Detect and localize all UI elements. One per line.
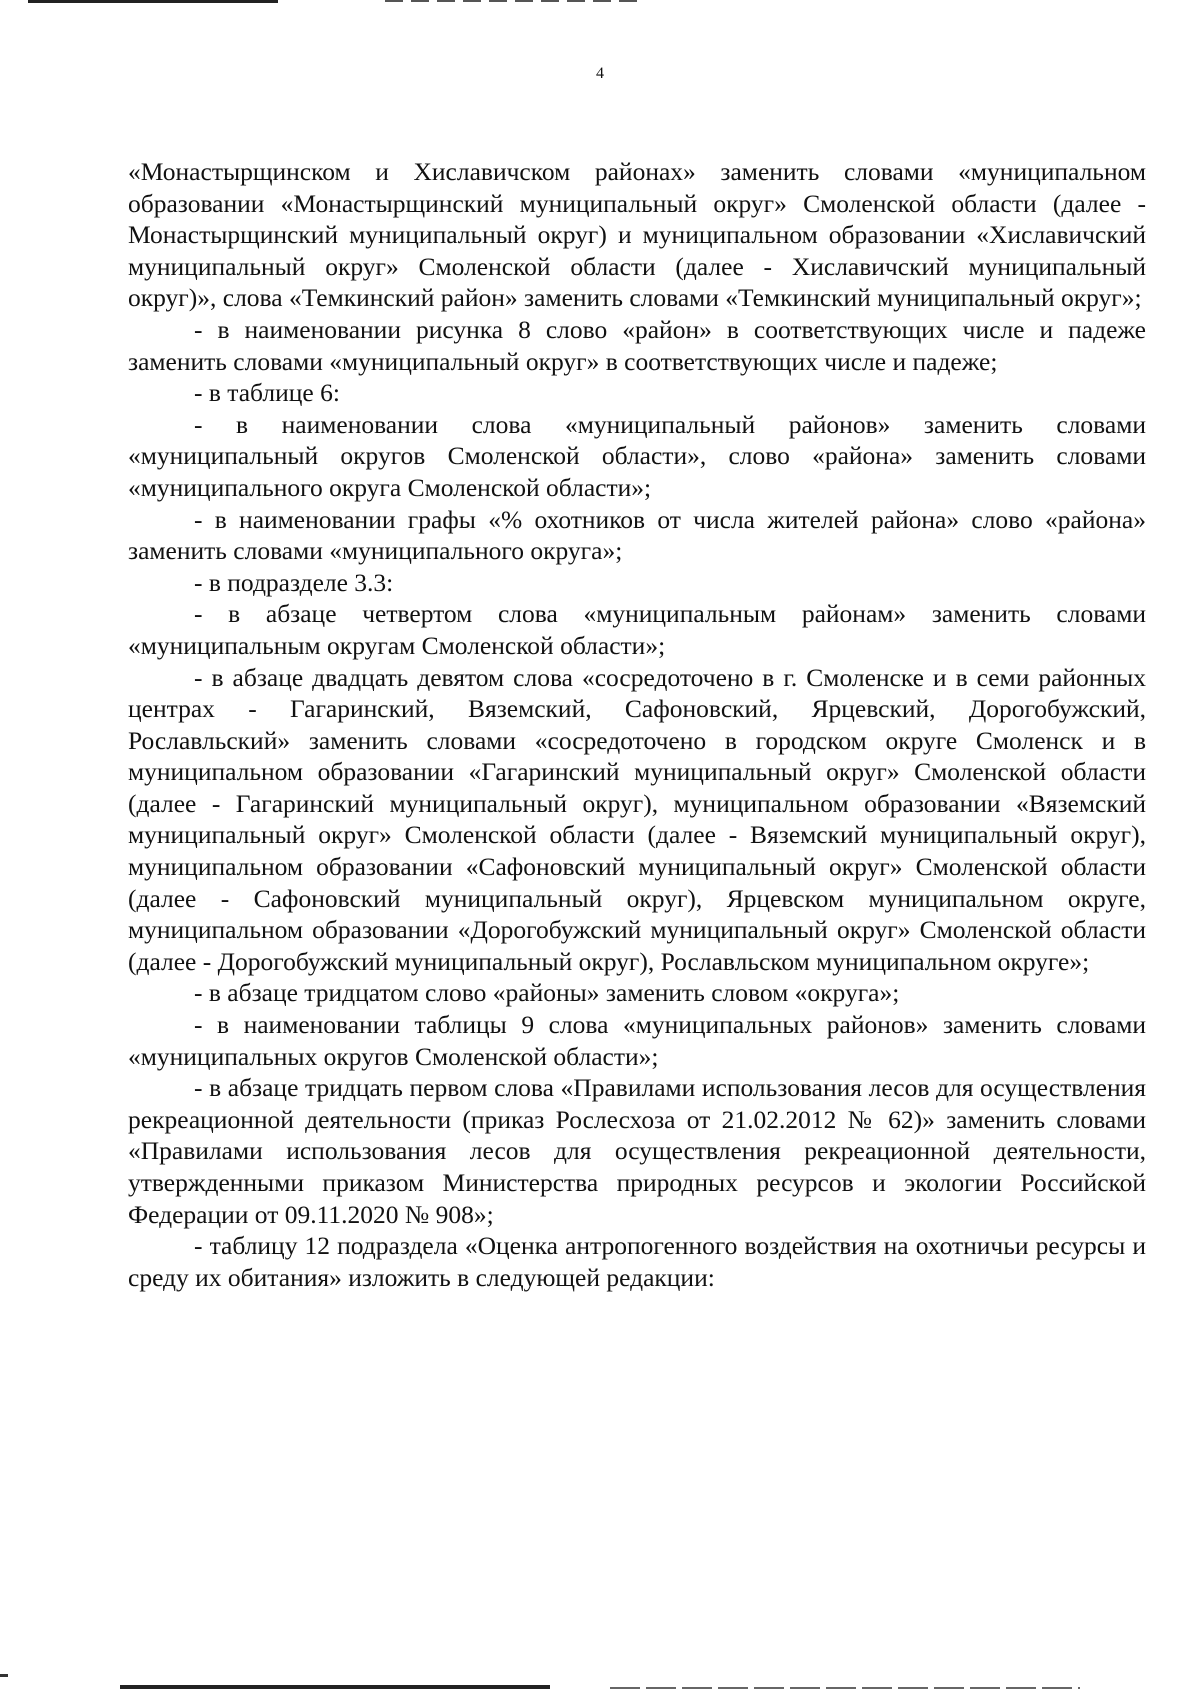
- page-number: 4: [596, 65, 604, 82]
- paragraph: - в абзаце двадцать девятом слова «сосредоточено в г. Смоленске и в семи районных центрах - Гагаринский, Вяземский, Сафоновский, Ярцевский, Дорогобужский, Рославльский» заменить словами «сосредоточено в городском округе Смоленск и в муниципальном образовании «Гагаринский муниципальный округ» Смоленской области (далее - Гагаринский муниципальный округ), муниципальном образовании «Вяземский муниципальный округ» Смоленской области (далее - Вяземский муниципальный округ), муниципальном образовании «Сафоновский муниципальный округ» Смоленской области (далее - Сафоновский муниципальный округ), Ярцевском муниципальном округе, муниципальном образовании «Дорогобужский муниципальный округ» Смоленской области (далее - Дорогобужский муниципальный округ), Рославльском муниципальном округе»;: [128, 662, 1146, 976]
- paragraph: - в абзаце тридцать первом слова «Правилами использования лесов для осуществления рекреационной деятельности (приказ Рослесхоза от 21.02.2012 № 62)» заменить словами «Правилами использования лесов для осуществления рекреационной деятельности, утвержденными приказом Министерства природных ресурсов и экологии Российской Федерации от 09.11.2020 № 908»;: [128, 1073, 1146, 1229]
- scan-artifact-bottom-line: [120, 1685, 550, 1689]
- paragraph: - в абзаце четвертом слова «муниципальным районам» заменить словами «муниципальным округам Смоленской области»;: [128, 599, 1146, 660]
- paragraph: - в абзаце тридцатом слово «районы» заменить словом «округа»;: [194, 978, 900, 1008]
- scan-artifact-top-line: [28, 0, 278, 3]
- scan-artifact-left-mark: [0, 1674, 8, 1677]
- paragraph: - в наименовании рисунка 8 слово «район» в соответствующих числе и падеже заменить словами «муниципальный округ» в соответствующих числе и падеже;: [128, 314, 1146, 376]
- paragraph: «Монастырщинском и Хиславичском районах» заменить словами «муниципальном образовании «Монастырщинский муниципальный округ» Смоленской области (далее - Монастырщинский муниципальный округ) и муниципальном образовании «Хиславичский муниципальный округ» Смоленской области (далее - Хиславичский муниципальный округ)», слова «Темкинский район» заменить словами «Темкинский муниципальный округ»;: [128, 157, 1146, 313]
- paragraph: - в таблице 6:: [194, 378, 340, 408]
- paragraph: - в подразделе 3.3:: [194, 567, 394, 597]
- scan-artifact-bottom-dashes: [610, 1687, 1080, 1689]
- paragraph: - в наименовании графы «% охотников от числа жителей района» слово «района» заменить словами «муниципального округа»;: [128, 504, 1146, 566]
- paragraph: - в наименовании слова «муниципальный районов» заменить словами «муниципальный округов Смоленской области», слово «района» заменить словами «муниципального округа Смоленской области»;: [128, 409, 1146, 502]
- scan-artifact-top-dashes: [385, 0, 645, 2]
- paragraph: - в наименовании таблицы 9 слова «муниципальных районов» заменить словами «муниципальных округов Смоленской области»;: [128, 1010, 1146, 1071]
- paragraph: - таблицу 12 подраздела «Оценка антропогенного воздействия на охотничьи ресурсы и среду их обитания» изложить в следующей редакции:: [128, 1231, 1146, 1292]
- document-body: [128, 156, 1146, 1293]
